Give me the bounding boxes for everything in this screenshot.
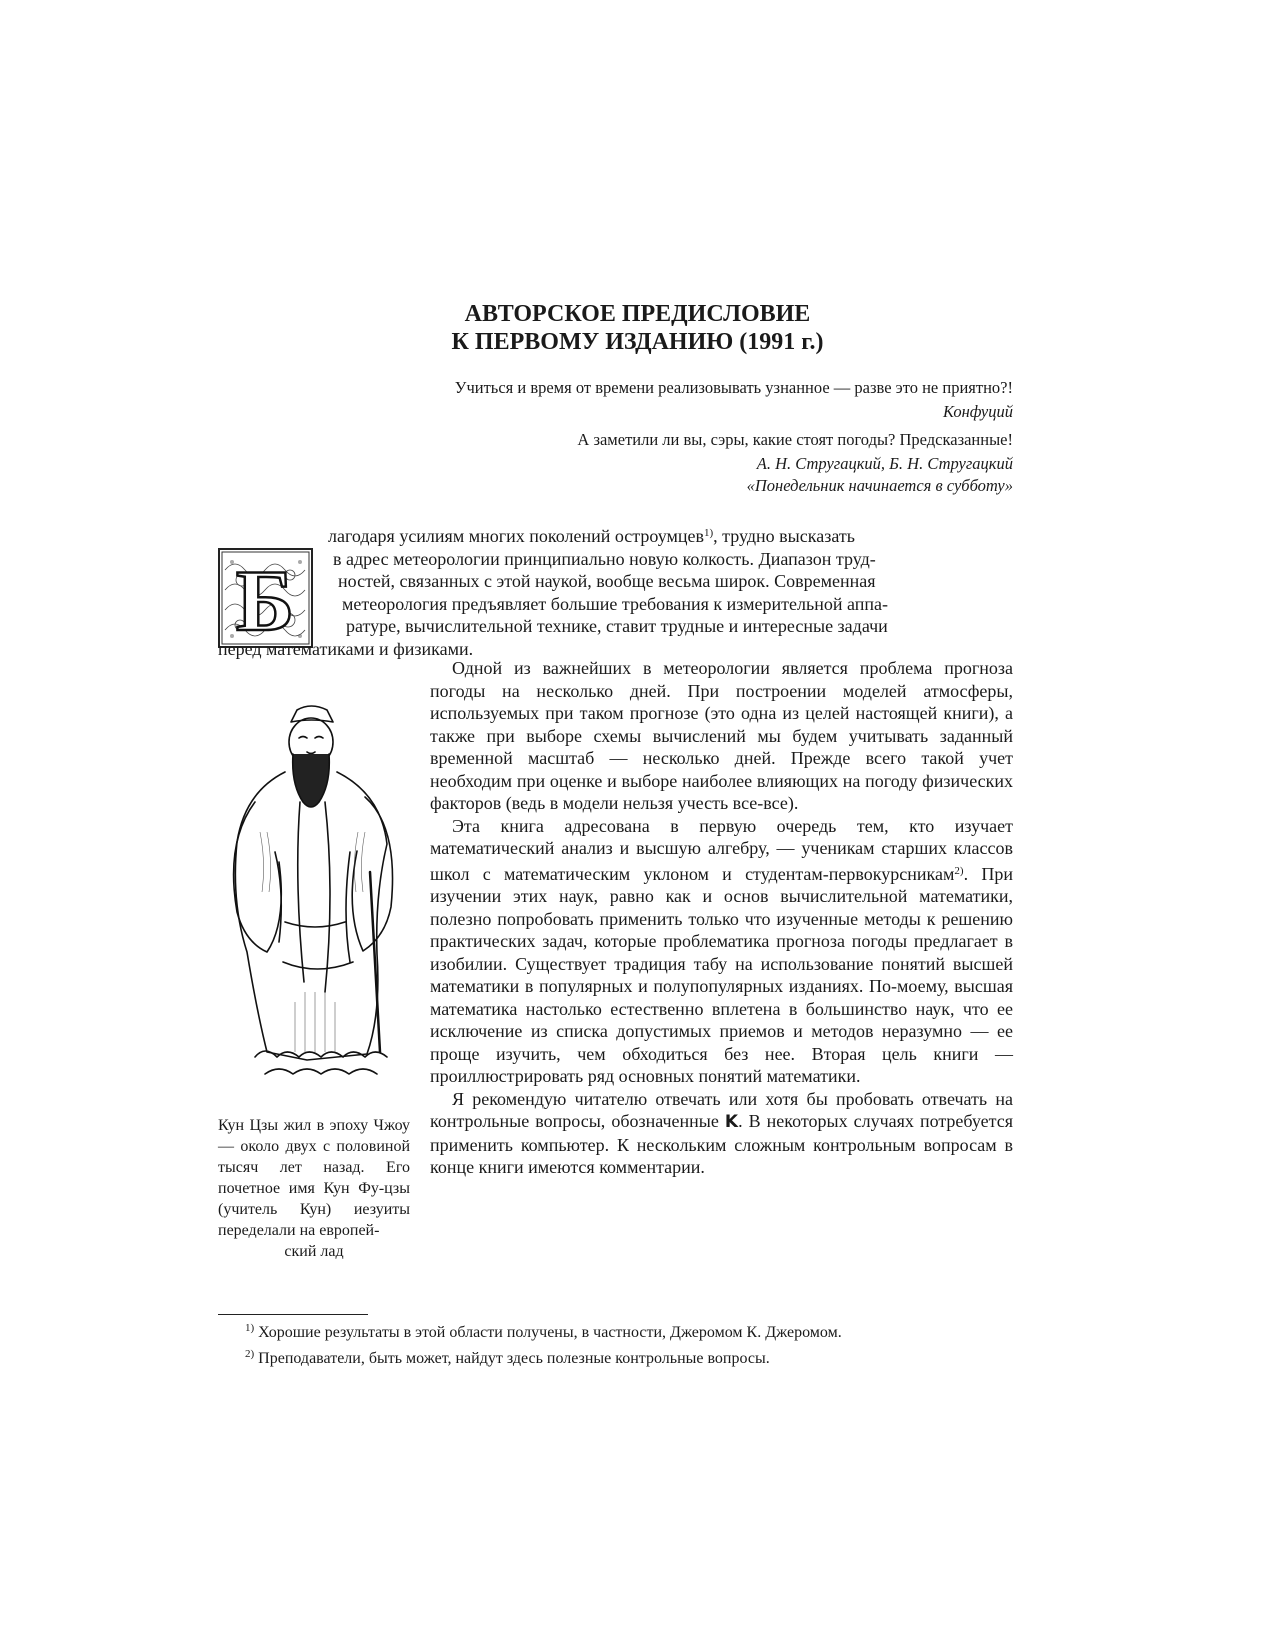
paragraph-4 xyxy=(430,1088,1013,1179)
paragraph-1-line-6: перед математиками и физиками. xyxy=(218,638,474,659)
paragraph-2: Одной из важнейших в метеорологии является проблема прогноза погоды на несколько дней. При построении моделей атмосферы, используемых при таком прогнозе (это одна из целей настоящей книги), а также при выборе схемы вычислений мы будем учитывать заданный временной масштаб — несколько дней. Прежде всего такой учет необходим при оценке и выборе наиболее влияющих на погоду физических факторов (ведь в модели нельзя учесть все-все). xyxy=(430,658,1013,813)
epigraph-2-quote: А заметили ли вы, сэры, какие стоят погоды? Предсказанные! xyxy=(577,430,1013,449)
caption-last-line: ский лад xyxy=(284,1243,344,1260)
footnote-2-text: Преподаватели, быть может, найдут здесь полезные контрольные вопросы. xyxy=(254,1350,770,1367)
footnote-2-mark: 2) xyxy=(245,1348,255,1360)
paragraph-1-line-2: в адрес метеорологии принципиально новую колкость. Диапазон труд- xyxy=(333,548,876,569)
footnote-divider xyxy=(218,1314,368,1315)
p1-line-1-tail: , трудно высказать xyxy=(713,526,855,546)
footnote-1-text: Хорошие результаты в этой области получены, в частности, Джеромом К. Джеромом. xyxy=(254,1324,842,1341)
caption-text: Кун Цзы жил в эпоху Чжоу — около двух с половиной тысяч лет назад. Его почетное имя Кун Фу-цзы (учитель Кун) иезуиты переделали на европей- xyxy=(218,1117,410,1239)
p4-after: . В некоторых случаях потребуется применить компьютер. К нескольким сложным контрольным вопросам в конце книги имеются комментарии. xyxy=(430,1111,1013,1177)
dropcap-letter: Б xyxy=(235,553,295,646)
p4-before: Я рекомендую читателю отвечать или хотя бы пробовать отвечать на контрольные вопросы, обозначенные xyxy=(430,1088,1013,1131)
p3-before: Эта книга адресована в первую очередь тем, кто изучает математический анализ и высшую алгебру, — ученикам старших классов школ с математическим уклоном и студентам-первокурсникам xyxy=(430,815,1013,884)
paragraph-1-line-5: ратуре, вычислительной технике, ставит трудные и интересные задачи xyxy=(346,616,888,636)
epigraph-1-quote: Учиться и время от времени реализовывать узнанное — разве это не приятно?! xyxy=(454,378,1013,397)
title-line-1: АВТОРСКОЕ ПРЕДИСЛОВИЕ xyxy=(464,301,811,327)
title-line-2: К ПЕРВОМУ ИЗДАНИЮ (1991 г.) xyxy=(451,329,824,355)
footnote-1-mark: 1) xyxy=(245,1322,255,1334)
paragraph-1-line-1 xyxy=(328,522,1013,548)
epigraph-2-source: «Понедельник начинается в субботу» xyxy=(746,476,1013,495)
figure-caption xyxy=(218,1115,410,1262)
page-title xyxy=(0,300,1275,356)
footnote-2 xyxy=(245,1348,770,1368)
epigraph-2-author: А. Н. Стругацкий, Б. Н. Стругацкий xyxy=(756,454,1013,473)
control-question-symbol: K xyxy=(724,1112,739,1132)
footnote-ref-2: 2) xyxy=(954,864,964,877)
paragraph-1-line-4: метеорология предъявляет большие требования к измерительной аппа- xyxy=(342,593,888,614)
paragraph-1-line-3: ностей, связанных с этой наукой, вообще весьма широк. Современная xyxy=(338,571,876,591)
epigraph-1-author: Конфуций xyxy=(942,402,1013,421)
footnote-ref-1: 1) xyxy=(703,527,714,539)
p1-line-1-text: лагодаря усилиям многих поколений остроумцев xyxy=(328,526,704,546)
right-column xyxy=(430,657,1013,1179)
paragraph-1 xyxy=(218,522,1013,660)
paragraph-3 xyxy=(430,815,1013,1088)
footnote-1 xyxy=(245,1322,842,1342)
p3-after: . При изучении этих наук, равно как и основ вычислительной математики, полезно попробовать применить только что изученные методы к решению практических задач, которые проблематика прогноза погоды предлагает в изобилии. Существует традиция табу на использование понятий высшей математики в популярных и полупопулярных изданиях. По-моему, высшая математика настолько естественно вплетена в большинство наук, что ее исключение из списка допустимых приемов и методов неразумно — ее проще изучить, чем обходиться без нее. Вторая цель книги — проиллюстрировать ряд основных понятий математики. xyxy=(430,863,1013,1086)
confucius-illustration xyxy=(215,702,415,1092)
confucius-figure-icon xyxy=(215,702,415,1092)
